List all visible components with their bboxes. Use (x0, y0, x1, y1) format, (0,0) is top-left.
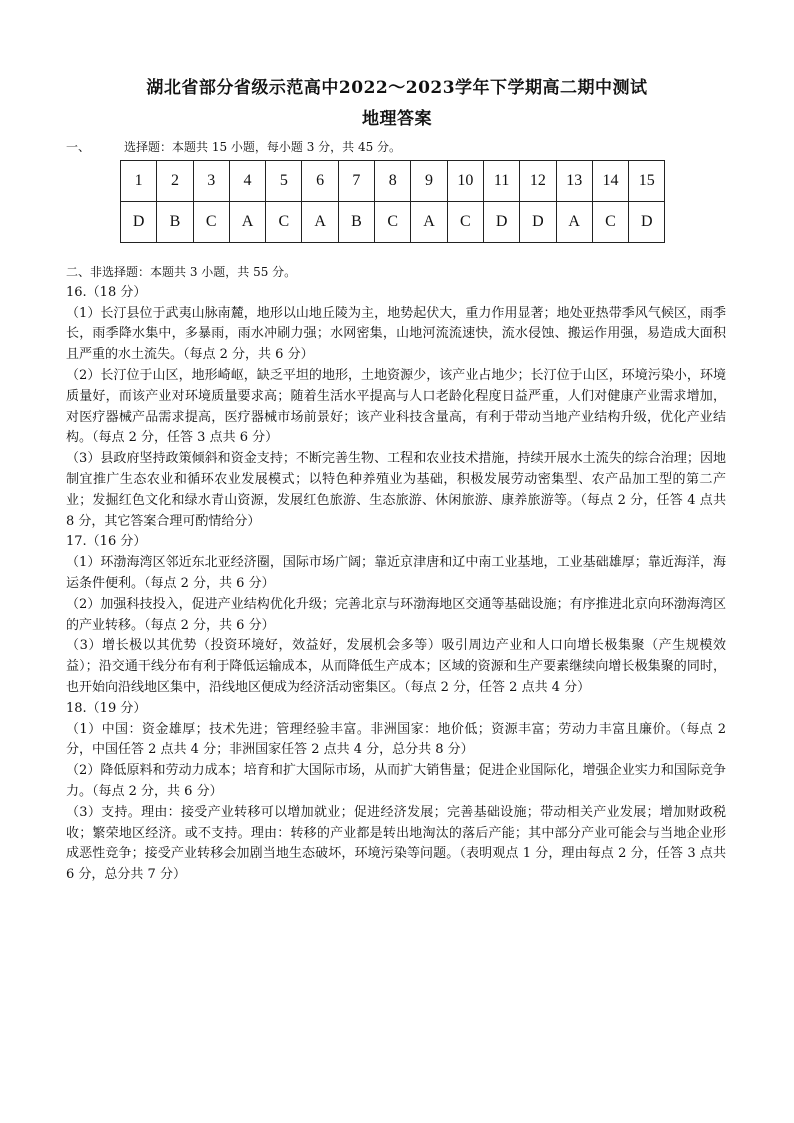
question-number: 9 (411, 161, 447, 202)
section-2-heading: 二、非选择题：本题共 3 小题，共 55 分。 (66, 265, 297, 279)
answer-cell: D (520, 202, 556, 243)
question-number: 3 (193, 161, 229, 202)
answer-table-answer-row (121, 202, 665, 243)
answer-cell: D (121, 202, 157, 243)
document-subtitle: 地理答案 (362, 109, 432, 129)
question-number: 8 (375, 161, 411, 202)
question-number: 5 (266, 161, 302, 202)
answer-cell: C (447, 202, 483, 243)
answer-cell: B (157, 202, 193, 243)
question-number: 10 (447, 161, 483, 202)
answer-cell: C (375, 202, 411, 243)
question-number: 6 (302, 161, 338, 202)
answer-cell: C (266, 202, 302, 243)
answer-cell: D (629, 202, 665, 243)
question-number: 15 (629, 161, 665, 202)
answer-cell: A (411, 202, 447, 243)
question-18-heading: 18.（19 分） (66, 700, 147, 716)
question-number: 12 (520, 161, 556, 202)
answer-cell: A (556, 202, 592, 243)
question-number: 14 (592, 161, 628, 202)
answer-paragraph: （2）长汀位于山区，地形崎岖，缺乏平坦的地形，土地资源少，该产业占地少；长汀位于山区，环境污染小，环境质量好，而该产业对环境质量要求高；随着生活水平提高与人口老龄化程度日益严重，人们对健康产业需求增加，对医疗器械产品需求提高，医疗器械市场前景好；该产业科技含量高，有利于带动当地产业结构升级，优化产业结构。（每点 2 分，任答 3 点共 6 分） (66, 367, 726, 446)
answer-paragraph: （1）长汀县位于武夷山脉南麓，地形以山地丘陵为主，地势起伏大，重力作用显著；地处亚热带季风气候区，雨季长，雨季降水集中，多暴雨，雨水冲刷力强；水网密集，山地河流流速快，流水侵蚀、搬运作用强，易造成大面积且严重的水土流失。（每点 2 分，共 6 分） (66, 305, 726, 363)
answer-table-number-row (121, 161, 665, 202)
answer-body (66, 262, 726, 886)
answer-paragraph: （3）增长极以其优势（投资环境好，效益好，发展机会多等）吸引周边产业和人口向增长极集聚（产生规模效益）；沿交通干线分布有利于降低运输成本，从而降低生产成本；区域的资源和生产要素继续向增长极集聚的同时，也开始向沿线地区集中，沿线地区便成为经济活动密集区。（每点 2 分，任答 2 点共 4 分） (66, 638, 726, 695)
question-16-heading: 16.（18 分） (66, 284, 147, 300)
section-1-heading (66, 138, 401, 155)
answer-paragraph: （2）降低原料和劳动力成本；培育和扩大国际市场，从而扩大销售量；促进企业国际化，增强企业实力和国际竞争力。（每点 2 分，共 6 分） (66, 763, 726, 799)
answer-cell: A (229, 202, 265, 243)
answer-cell: A (302, 202, 338, 243)
question-number: 1 (121, 161, 157, 202)
question-number: 11 (483, 161, 519, 202)
answer-paragraph: （3）支持。理由：接受产业转移可以增加就业；促进经济发展；完善基础设施；带动相关产业发展；增加财政税收；繁荣地区经济。或不支持。理由：转移的产业都是转出地淘汰的落后产能；其中部分产业可能会与当地企业形成恶性竞争；接受产业转移会加剧当地生态破坏，环境污染等问题。（表明观点 1 分，理由每点 2 分，任答 3 点共 6 分，总分共 7 分） (66, 804, 726, 883)
answer-paragraph: （1）中国：资金雄厚；技术先进；管理经验丰富。非洲国家：地价低；资源丰富；劳动力丰富且廉价。（每点 2 分，中国任答 2 点共 4 分；非洲国家任答 2 点共 4 分，总分共 8 分） (66, 721, 726, 758)
question-number: 4 (229, 161, 265, 202)
question-number: 2 (157, 161, 193, 202)
section-1-label: 选择题：本题共 15 小题，每小题 3 分，共 45 分。 (124, 140, 402, 154)
answer-paragraph: （1）环渤海湾区邻近东北亚经济圈，国际市场广阔；靠近京津唐和辽中南工业基地，工业基础雄厚；靠近海洋，海运条件便利。（每点 2 分，共 6 分） (66, 555, 726, 591)
question-number: 7 (338, 161, 374, 202)
question-number: 13 (556, 161, 592, 202)
section-1-number: 一、 (66, 140, 91, 154)
answer-paragraph: （3）县政府坚持政策倾斜和资金支持；不断完善生物、工程和农业技术措施，持续开展水土流失的综合治理；因地制宜推广生态农业和循环农业发展模式；以特色种养殖业为基础，积极发展劳动密集型、农产品加工型的第二产业；发掘红色文化和绿水青山资源，发展红色旅游、生态旅游、休闲旅游、康养旅游等。（每点 2 分，任答 4 点共 8 分，其它答案合理可酌情给分） (66, 451, 726, 529)
answer-cell: B (338, 202, 374, 243)
document-title: 湖北省部分省级示范高中2022～2023学年下学期高二期中测试 (146, 78, 648, 98)
answer-table (120, 160, 665, 243)
answer-cell: C (193, 202, 229, 243)
answer-paragraph: （2）加强科技投入，促进产业结构优化升级；完善北京与环渤海地区交通等基础设施；有序推进北京向环渤海湾区的产业转移。（每点 2 分，共 6 分） (66, 596, 726, 633)
question-17-heading: 17.（16 分） (66, 534, 147, 550)
answer-cell: C (592, 202, 628, 243)
answer-cell: D (483, 202, 519, 243)
